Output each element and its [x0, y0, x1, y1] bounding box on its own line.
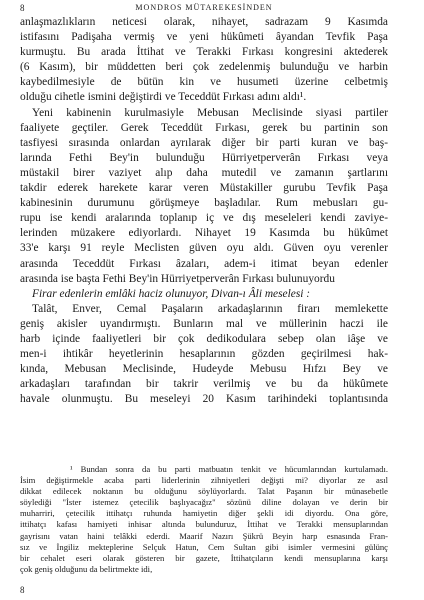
body-line: arasında ise başta Fethi Bey'in Hürriyetperverân Fırkası bulunuyordu: [20, 272, 335, 285]
body-line: harb içinde faaliyetleri bir çok dedikodulara sebep olan iâşe ve: [20, 332, 388, 345]
body-line: anlaşmazlıkların neticesi olarak, nihayet, sadrazam 9 Kasımda: [20, 16, 388, 28]
footnote-line: gayrisını vatan haini telâkki ederdi. Maarif Nazırı Şükrü Beyin harp esnasında Fran-: [20, 530, 388, 541]
body-line: müstakil birer vaziyet alıp daha mutedil ve zamanın şartlarını: [20, 166, 388, 179]
body-line: kında, Mebusan Meclisinde, Hudeyde Mebusu Hıfzı Bey ve: [20, 363, 388, 376]
body-line: 33'e karşı 91 reyle Meclisten güven oyu aldı. Güven oyu verenler: [20, 242, 388, 255]
body-line: men-i ihtikâr heyetlerinin hesaplarının gözden geçirilmesi hak-: [20, 348, 388, 361]
footnote-line: bir cehalet eseri olarak gösteren bir gazete, İttihatçıların kendi mensuplarına karşı: [20, 552, 388, 563]
body-text: [20, 15, 388, 407]
body-line: takdir ederek harekete karar veren Müstakiller gurubu Tevfik Paşa: [20, 182, 388, 195]
body-line: lerinden müzakere ediyorlardı. Nihayet 19 Kasımda bu hükûmet: [20, 227, 388, 240]
body-line: kabinesinin durumunu görüşmeye başladılar. Rum mebusları gu-: [20, 197, 388, 210]
footnotes: [20, 464, 388, 575]
body-line: (6 Kasım), bir müddetten beri çok zedelenmiş bulunduğu ve harbin: [20, 61, 388, 74]
body-line: havale olunmuştu. Bu meseleyi 20 Kasım tarihindeki toplantısında: [20, 393, 388, 406]
page-header: [20, 2, 388, 14]
footer-page-number: 8: [20, 585, 25, 595]
footnote-line: dikkat edilecek noktanın bu olduğunu söylüyorlardı. Talat Paşanın bir münasebetle: [20, 486, 388, 497]
body-line: larında Fethi Bey'in bulunduğu Hürriyetperverân Fırkası veya: [20, 151, 388, 164]
body-line: Talât, Enver, Cemal Paşaların arkadaşlarının firarı memlekette: [32, 302, 388, 315]
footnote-line: muharriri, çetecilik ittihatçı ruhunda hamiyetin diğer şekli idi diyordu. Ona göre,: [20, 508, 388, 519]
body-line: Yeni kabinenin kurulmasiyle Mebusan Meclisinde siyasi partiler: [32, 106, 388, 119]
section-heading: Firar edenlerin emlâki haciz olunuyor, Divan-ı Âli meselesi :: [32, 287, 311, 300]
body-line: faaliyete geçtiler. Gerek Teceddüt Fırkası, gerek bu partinin son: [20, 121, 388, 134]
body-line: tasfiyesi sırasında onlardan ayrılarak diğer bir parti kuran ve baş-: [20, 136, 388, 149]
footnote-line: sız ve İngiliz mekteplerine Selçuk Hatun, Cem Sultan gibi isimler vermesini gülünç: [20, 541, 388, 552]
body-line: arkadaşları tarafından bir takrir verilmiş ve bu da hükûmete: [20, 378, 388, 391]
footnote-line: söylediği "İster istemez çetecilik başlıyacağız" sözünü diline dolayan ve derin bir: [20, 497, 388, 508]
body-line: istifasını Padişaha vermiş ve yeni hükûmeti âyandan Tevfik Paşa: [20, 31, 388, 44]
body-line: kurmuştu. Bu arada İttihat ve Terakki Fırkası kongresini aktederek: [20, 46, 388, 59]
footnote-line: çok geniş olduğunu da belirtmekte idi,: [20, 563, 153, 574]
footnote-line: ittihatçı kafası hamiyeti inhisar altında bulunduruz, İttihat ve Terakki mensuplarından: [20, 519, 388, 530]
header-page-number: 8: [20, 3, 25, 13]
body-line: geniş akisler uyandırmıştı. Bunların mal ve müllerinin haczi ile: [20, 317, 388, 330]
body-line: kaybedilmesiyle de bütün kin ve husumeti üzerine celbetmiş: [20, 76, 388, 89]
footnote-line: ¹ Bundan sonra da bu parti matbuatın tenkit ve hücumlarından kurtulamadı.: [70, 464, 388, 474]
running-title: MONDROS MÜTAREKESİNDEN: [135, 3, 273, 12]
body-line: olduğu cihetle ismini değiştirdi ve Teceddüt Fırkası adını aldı¹.: [20, 91, 307, 104]
body-line: rupu ise kendi aralarında toplanıp iç ve dış meseleleri kendi zaviye-: [20, 212, 388, 225]
body-line: arasında Teceddüt Fırkası âzaları, adem-i itimat beyan edenler: [20, 257, 388, 270]
footnote-line: İsim değiştirmekle acaba parti liderlerinin zihniyetleri değişti mi? diyorlar ze asıl: [20, 475, 388, 486]
